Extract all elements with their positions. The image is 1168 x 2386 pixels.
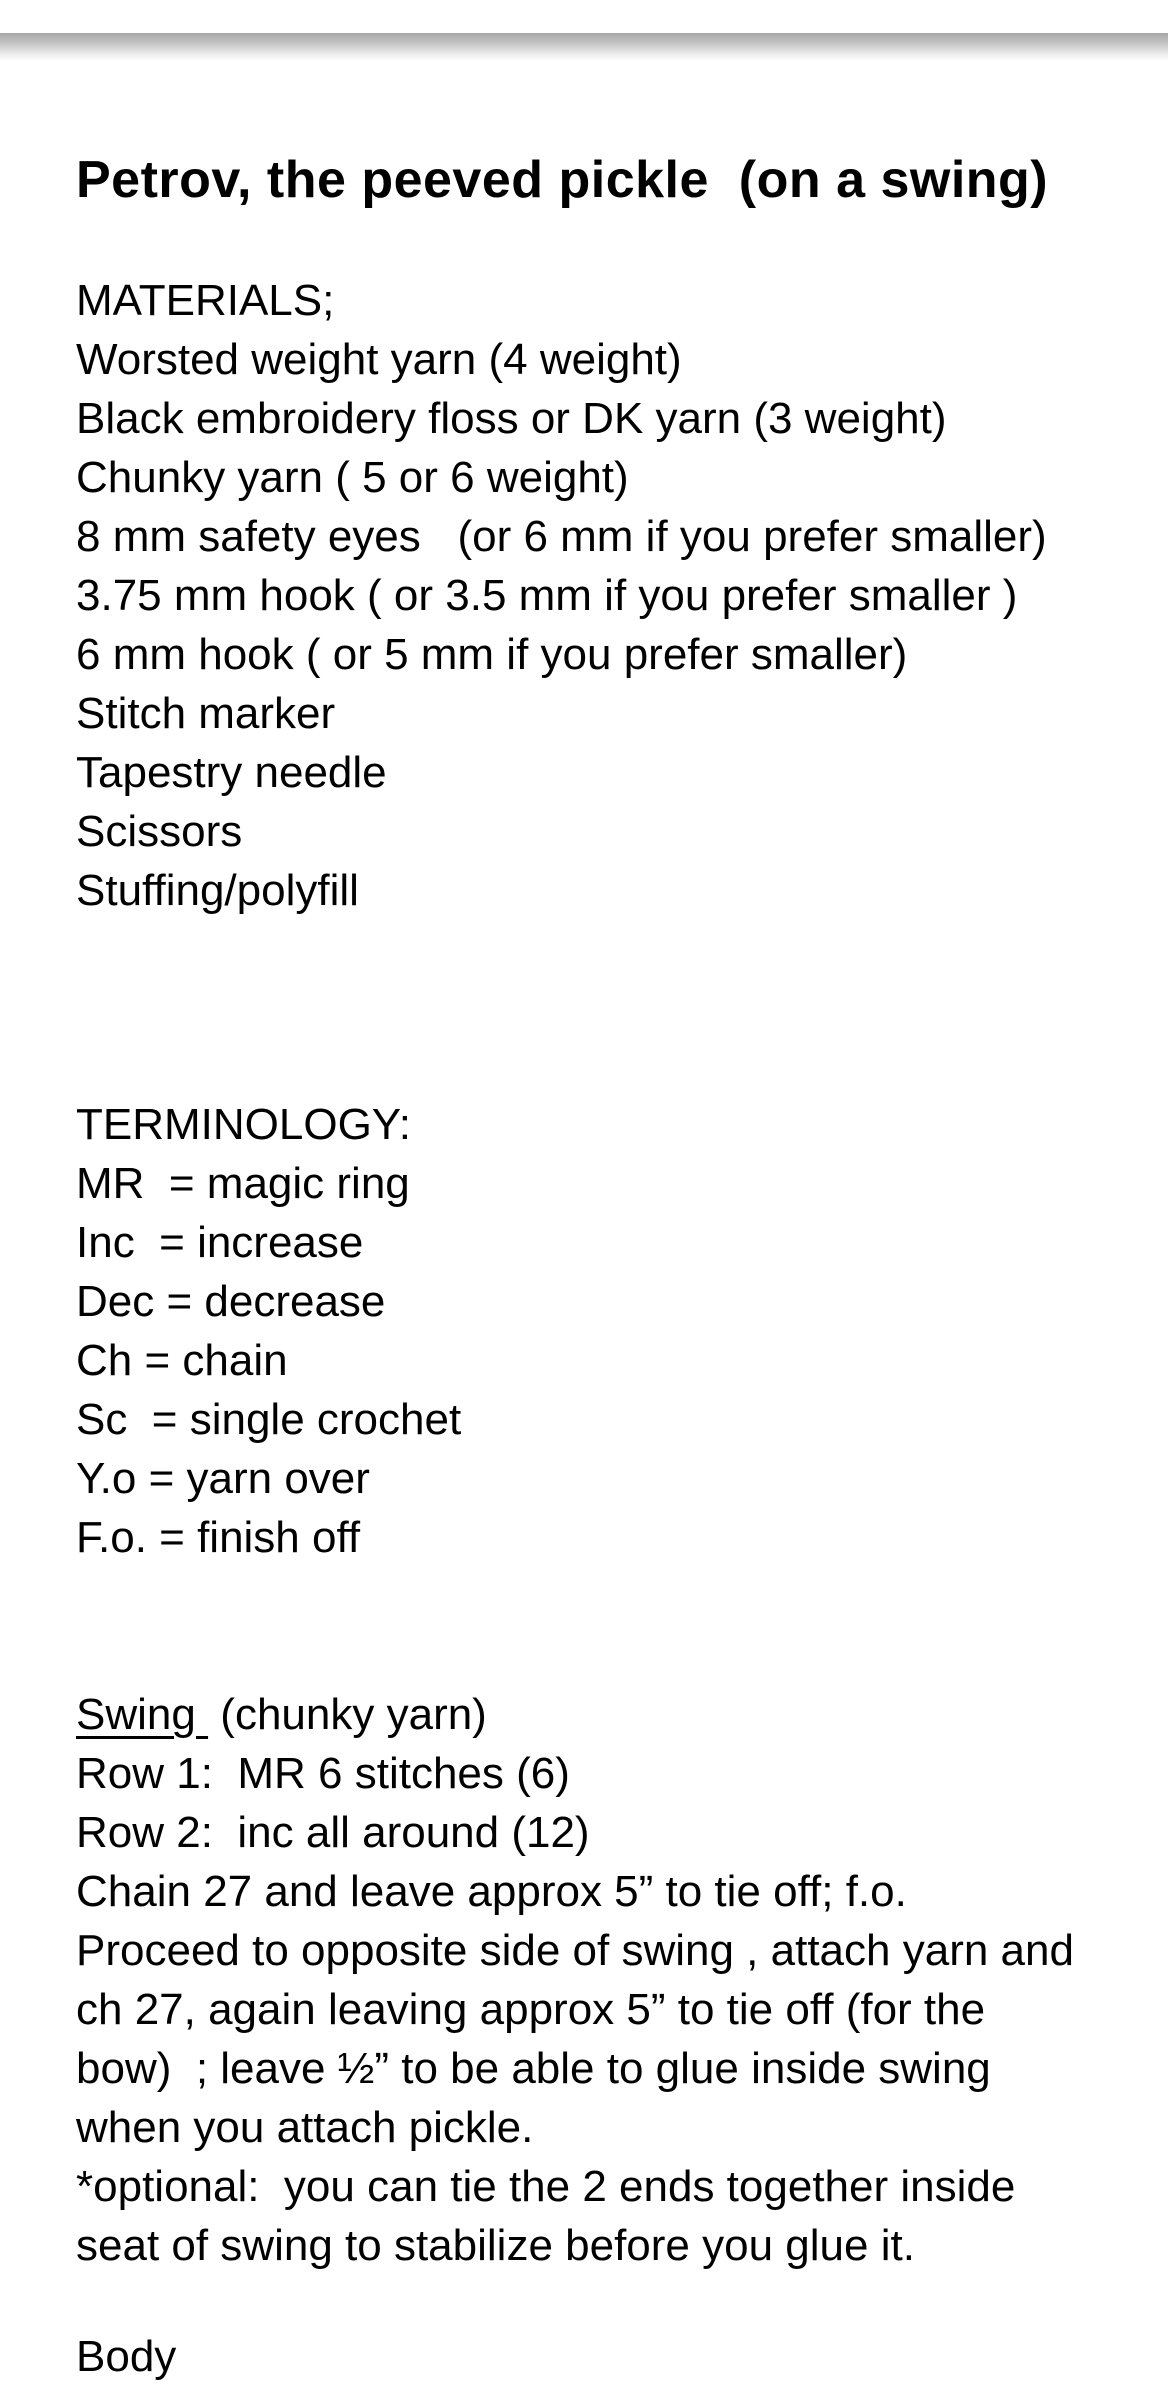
swing-instruction: seat of swing to stabilize before you glue it. — [76, 2221, 915, 2270]
swing-instruction: Chain 27 and leave approx 5” to tie off; f.o. — [76, 1867, 907, 1916]
materials-item: Stitch marker — [76, 689, 336, 738]
materials-item: Stuffing/polyfill — [76, 866, 359, 915]
next-section — [76, 2327, 1128, 2386]
terminology-item: Inc = increase — [76, 1218, 364, 1267]
materials-item: 8 mm safety eyes (or 6 mm if you prefer smaller) — [76, 512, 1047, 561]
materials-item: Tapestry needle — [76, 748, 387, 797]
swing-instruction: Row 2: inc all around (12) — [76, 1808, 590, 1857]
terminology-item: F.o. = finish off — [76, 1513, 361, 1562]
terminology-item: MR = magic ring — [76, 1159, 410, 1208]
swing-instruction: Row 1: MR 6 stitches (6) — [76, 1749, 570, 1798]
terminology-heading: TERMINOLOGY: — [76, 1100, 411, 1149]
materials-item: Chunky yarn ( 5 or 6 weight) — [76, 453, 629, 502]
page-content — [0, 149, 1168, 2386]
materials-item: Black embroidery floss or DK yarn (3 weight) — [76, 394, 947, 443]
terminology-section — [76, 1095, 1128, 1567]
materials-item: Scissors — [76, 807, 243, 856]
terminology-item: Y.o = yarn over — [76, 1454, 370, 1503]
pattern-title: Petrov, the peeved pickle (on a swing) — [76, 151, 1049, 209]
swing-instruction: *optional: you can tie the 2 ends together inside — [76, 2162, 1016, 2211]
swing-heading: Swing — [76, 1690, 209, 1739]
swing-instruction: Proceed to opposite side of swing , attach yarn and — [76, 1926, 1074, 1975]
swing-heading-suffix: (chunky yarn) — [208, 1690, 487, 1739]
next-section-heading-partial: Body — [76, 2332, 177, 2381]
page-top-shadow — [0, 33, 1168, 61]
materials-item: 3.75 mm hook ( or 3.5 mm if you prefer smaller ) — [76, 571, 1018, 620]
swing-instruction: ch 27, again leaving approx 5” to tie off (for the — [76, 1985, 986, 2034]
materials-section — [76, 271, 1128, 920]
terminology-item: Dec = decrease — [76, 1277, 386, 1326]
materials-heading: MATERIALS; — [76, 276, 335, 325]
swing-instruction: when you attach pickle. — [76, 2103, 534, 2152]
swing-heading-line — [76, 1685, 1128, 1744]
swing-section — [76, 1685, 1128, 2275]
page-gap — [0, 0, 1168, 33]
materials-item: 6 mm hook ( or 5 mm if you prefer smaller) — [76, 630, 908, 679]
swing-instruction: bow) ; leave ½” to be able to glue inside swing — [76, 2044, 991, 2093]
materials-item: Worsted weight yarn (4 weight) — [76, 335, 682, 384]
terminology-item: Sc = single crochet — [76, 1395, 462, 1444]
terminology-item: Ch = chain — [76, 1336, 288, 1385]
